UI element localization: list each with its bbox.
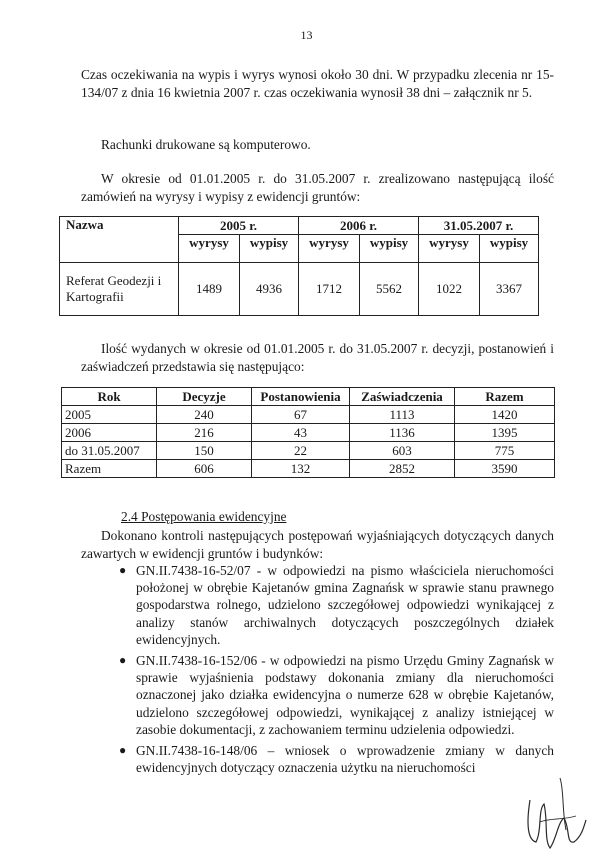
list-item-text: GN.II.7438-16-152/06 - w odpowiedzi na pismo Urzędu Gminy Zagnańsk w sprawie wyjaśnienia podstawy dokonania zmiany dla nieruchomości oznaczonej jako działka ewidencyjna o numerze 628 w obrębie Kajetanów, udzielono szczegółowej odpowiedzi, wynikającej z analizy istniejącej w zasobie dokumentacji, z zachowaniem terminu udzielenia odpowiedzi.	[136, 653, 554, 737]
column-header-period: 2006 r.	[298, 217, 418, 235]
table-cell: 2006	[62, 424, 157, 442]
table-cell: 1395	[455, 424, 555, 442]
bullet-icon: ●	[119, 653, 127, 668]
table-cell: 775	[455, 442, 555, 460]
bullet-icon: ●	[119, 563, 127, 577]
table-cell: 1489	[179, 263, 240, 316]
paragraph-orders-intro: W okresie od 01.01.2005 r. do 31.05.2007 r. zrealizowano następującą ilość zamówień na wyrysy i wypisy z ewidencji gruntów:	[81, 171, 554, 204]
subheader-wypisy: wypisy	[360, 235, 419, 263]
table-cell: 1022	[418, 263, 479, 316]
column-header-period: 2005 r.	[179, 217, 299, 235]
column-header: Razem	[455, 388, 555, 406]
list-item-text: GN.II.7438-16-148/06 – wniosek o wprowadzenie zmiany w danych ewidencyjnych dotyczący oznaczenia użytku na nieruchomości	[136, 743, 554, 776]
list-item	[119, 652, 554, 738]
table-cell: 1136	[350, 424, 455, 442]
list-item	[119, 562, 554, 648]
paragraph-waiting-time: Czas oczekiwania na wypis i wyrys wynosi około 30 dni. W przypadku zlecenia nr 15-134/07 z dnia 16 kwietnia 2007 r. czas oczekiwania wynosił 38 dni – załącznik nr 5.	[81, 67, 554, 100]
bullet-list	[119, 562, 554, 780]
table-cell: 216	[157, 424, 252, 442]
table-cell: 150	[157, 442, 252, 460]
table-row	[62, 460, 555, 478]
column-header-name: Nazwa	[60, 217, 179, 263]
table-cell: 1712	[298, 263, 359, 316]
table-cell: 43	[252, 424, 350, 442]
table-cell: 2852	[350, 460, 455, 478]
table-cell: 4936	[240, 263, 299, 316]
column-header: Zaświadczenia	[350, 388, 455, 406]
table-cell: 240	[157, 406, 252, 424]
decisions-table	[61, 387, 555, 478]
list-item	[119, 742, 554, 776]
column-header-period: 31.05.2007 r.	[418, 217, 538, 235]
table-cell: 603	[350, 442, 455, 460]
orders-table	[59, 216, 539, 316]
paragraph-decisions-intro: Ilość wydanych w okresie od 01.01.2005 r. do 31.05.2007 r. decyzji, postanowień i zaświadczeń przedstawia się następująco:	[81, 341, 554, 374]
table-cell: 132	[252, 460, 350, 478]
table-cell: 2005	[62, 406, 157, 424]
table-row	[60, 263, 539, 316]
table-cell: 3367	[480, 263, 539, 316]
subheader-wyrysy: wyrysy	[418, 235, 479, 263]
table-cell: 1420	[455, 406, 555, 424]
list-item-text: GN.II.7438-16-52/07 - w odpowiedzi na pismo właściciela nieruchomości położonej w obrębie Kajetanów gmina Zagnańsk w sprawie stanu prawnego gospodarstwa rolnego, udzielono szczegółowej odpowiedzi wynikającej z analizy stanów archiwalnych dotyczących poszczególnych działek ewidencyjnych.	[136, 563, 554, 647]
paragraph-receipts: Rachunki drukowane są komputerowo.	[101, 137, 311, 152]
column-header: Rok	[62, 388, 157, 406]
column-header: Decyzje	[157, 388, 252, 406]
paragraph-control-intro: Dokonano kontroli następujących postępowań wyjaśniających dotyczących danych zawartych w ewidencji gruntów i budynków:	[81, 528, 554, 561]
section-heading: 2.4 Postępowania ewidencyjne	[121, 509, 287, 524]
table-row	[62, 424, 555, 442]
table-row	[62, 406, 555, 424]
table-row	[62, 442, 555, 460]
table-cell: do 31.05.2007	[62, 442, 157, 460]
bullet-icon: ●	[119, 743, 127, 758]
table-cell: 5562	[360, 263, 419, 316]
page-number: 13	[300, 28, 313, 42]
subheader-wypisy: wypisy	[480, 235, 539, 263]
table-cell: 1113	[350, 406, 455, 424]
subheader-wypisy: wypisy	[240, 235, 299, 263]
table-cell: 22	[252, 442, 350, 460]
table-cell: 67	[252, 406, 350, 424]
column-header: Postanowienia	[252, 388, 350, 406]
row-name: Referat Geodezji i Kartografii	[60, 263, 179, 316]
table-cell: Razem	[62, 460, 157, 478]
table-cell: 606	[157, 460, 252, 478]
table-cell: 3590	[455, 460, 555, 478]
subheader-wyrysy: wyrysy	[179, 235, 240, 263]
subheader-wyrysy: wyrysy	[298, 235, 359, 263]
handwritten-signature	[520, 770, 595, 855]
